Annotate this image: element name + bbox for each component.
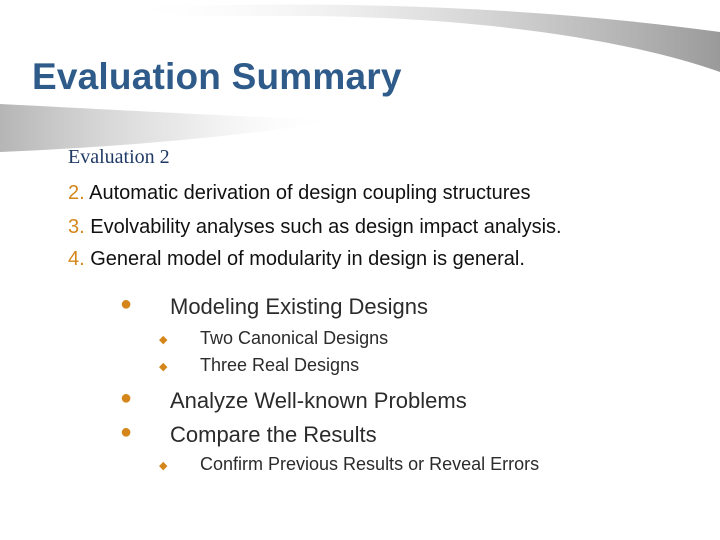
filled-circle-bullet-icon: ● — [120, 293, 133, 315]
numbered-item — [68, 216, 562, 239]
section-subtitle: Evaluation 2 — [68, 146, 170, 168]
filled-circle-bullet-icon: ● — [120, 387, 133, 409]
item-text: Automatic derivation of design coupling structures — [89, 182, 531, 204]
bullet-modeling-existing-designs: Modeling Existing Designs — [170, 294, 429, 319]
item-number: 3. — [68, 216, 85, 238]
item-number: 4. — [68, 248, 85, 270]
item-text: Evolvability analyses such as design impact analysis. — [90, 216, 562, 238]
bullet-confirm-results: Confirm Previous Results or Reveal Errors — [200, 454, 540, 474]
bullet-two-canonical-designs: Two Canonical Designs — [200, 328, 389, 348]
diamond-bullet-icon: ◆ — [159, 361, 168, 373]
bullet-three-real-designs: Three Real Designs — [200, 355, 360, 375]
numbered-item — [68, 182, 531, 205]
item-number: 2. — [68, 182, 85, 204]
numbered-item — [68, 248, 525, 271]
item-text: General model of modularity in design is general. — [90, 248, 525, 270]
diamond-bullet-icon: ◆ — [159, 334, 168, 346]
filled-circle-bullet-icon: ● — [120, 421, 133, 443]
slide-title: Evaluation Summary — [32, 56, 402, 97]
diamond-bullet-icon: ◆ — [159, 460, 168, 472]
bullet-analyze-problems: Analyze Well-known Problems — [170, 388, 467, 413]
bullet-compare-results: Compare the Results — [170, 422, 377, 447]
